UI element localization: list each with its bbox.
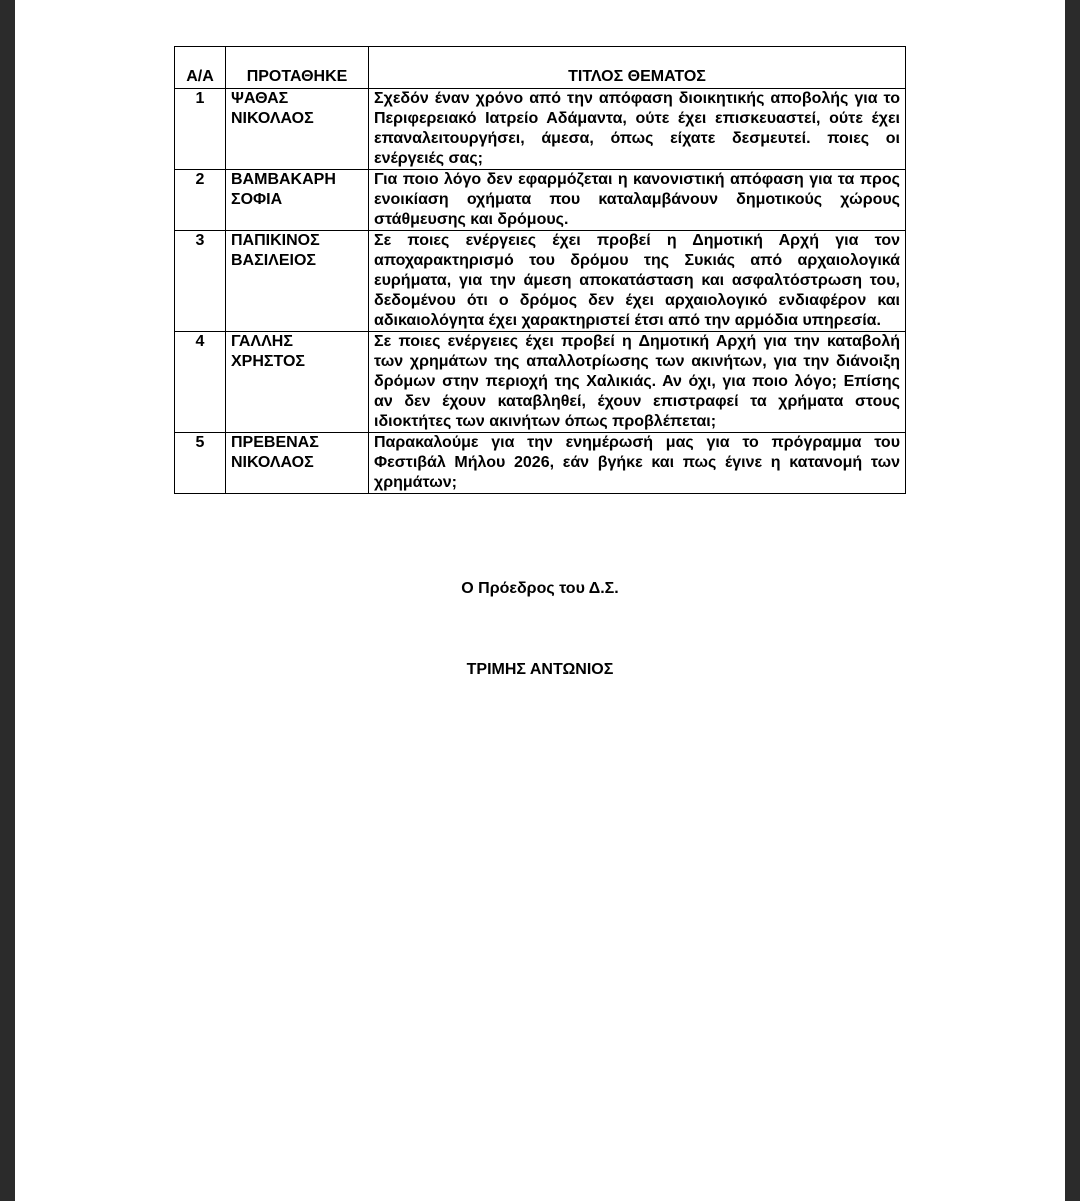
proposer-cell xyxy=(226,433,369,494)
window-edge-left xyxy=(0,0,15,1201)
question-title: Σε ποιες ενέργειες έχει προβεί η Δημοτική Αρχή για τον αποχαρακτηρισμό του δρόμου της Συκιάς από αρχαιολογικά ευρήματα, για την άμεση αποκατάσταση και ασφαλτόστρωση του, δεδομένου ότι ο δρόμος δεν έχει αρχαιολογικό ενδιαφέρον και αδικαιολόγητα έχει χαρακτηριστεί έτσι από την αρμόδια υπηρεσία. xyxy=(369,231,906,332)
row-number: 1 xyxy=(175,89,226,170)
row-number: 3 xyxy=(175,231,226,332)
document-page xyxy=(15,0,1065,1201)
table-row xyxy=(175,170,906,231)
proposer-surname: ΠΡΕΒΕΝΑΣ xyxy=(231,434,319,451)
table-row xyxy=(175,433,906,494)
table-row xyxy=(175,231,906,332)
questions-table xyxy=(174,46,906,494)
proposer-firstname: ΒΑΣΙΛΕΙΟΣ xyxy=(231,252,316,269)
signature-role: Ο Πρόεδρος του Δ.Σ. xyxy=(461,580,619,597)
proposer-firstname: ΣΟΦΙΑ xyxy=(231,191,283,208)
proposer-surname: ΓΑΛΛΗΣ xyxy=(231,333,293,350)
header-aa: Α/Α xyxy=(175,47,226,89)
question-title: Για ποιο λόγο δεν εφαρμόζεται η κανονιστική απόφαση για τα προς ενοικίαση οχήματα που καταλαμβάνουν δημοτικούς χώρους στάθμευσης και δρόμους. xyxy=(369,170,906,231)
proposer-cell xyxy=(226,89,369,170)
header-title: ΤΙΤΛΟΣ ΘΕΜΑΤΟΣ xyxy=(369,47,906,89)
table-row xyxy=(175,89,906,170)
proposer-surname: ΨΑΘΑΣ xyxy=(231,90,289,107)
proposer-surname: ΒΑΜΒΑΚΑΡΗ xyxy=(231,171,336,188)
window-edge-right xyxy=(1065,0,1080,1201)
row-number: 5 xyxy=(175,433,226,494)
question-title: Σε ποιες ενέργειες έχει προβεί η Δημοτική Αρχή για την καταβολή των χρημάτων της απαλλοτρίωσης των ακινήτων, για την διάνοιξη δρόμων στην περιοχή της Χαλικιάς. Αν όχι, για ποιο λόγο; Επίσης αν δεν έχουν καταβληθεί, έχουν επιστραφεί τα χρήματα στους ιδιοκτήτες των ακινήτων όπως προβλέπεται; xyxy=(369,332,906,433)
proposer-surname: ΠΑΠΙΚΙΝΟΣ xyxy=(231,232,320,249)
row-number: 4 xyxy=(175,332,226,433)
question-title: Σχεδόν έναν χρόνο από την απόφαση διοικητικής αποβολής για το Περιφερειακό Ιατρείο Αδάμαντα, ούτε έχει επισκευαστεί, ούτε έχει επαναλειτουργήσει, άμεσα, όπως είχατε δεσμευτεί. ποιες οι ενέργειές σας; xyxy=(369,89,906,170)
table-row xyxy=(175,332,906,433)
proposer-cell xyxy=(226,231,369,332)
signature-name: ΤΡΙΜΗΣ ΑΝΤΩΝΙΟΣ xyxy=(466,661,614,678)
proposer-firstname: ΝΙΚΟΛΑΟΣ xyxy=(231,454,314,471)
header-proposed-by: ΠΡΟΤΑΘΗΚΕ xyxy=(226,47,369,89)
proposer-cell xyxy=(226,170,369,231)
row-number: 2 xyxy=(175,170,226,231)
proposer-cell xyxy=(226,332,369,433)
question-title: Παρακαλούμε για την ενημέρωσή μας για το πρόγραμμα του Φεστιβάλ Μήλου 2026, εάν βγήκε και πως έγινε η κατανομή των χρημάτων; xyxy=(369,433,906,494)
proposer-firstname: ΝΙΚΟΛΑΟΣ xyxy=(231,110,314,127)
table-header-row xyxy=(175,47,906,89)
proposer-firstname: ΧΡΗΣΤΟΣ xyxy=(231,353,306,370)
